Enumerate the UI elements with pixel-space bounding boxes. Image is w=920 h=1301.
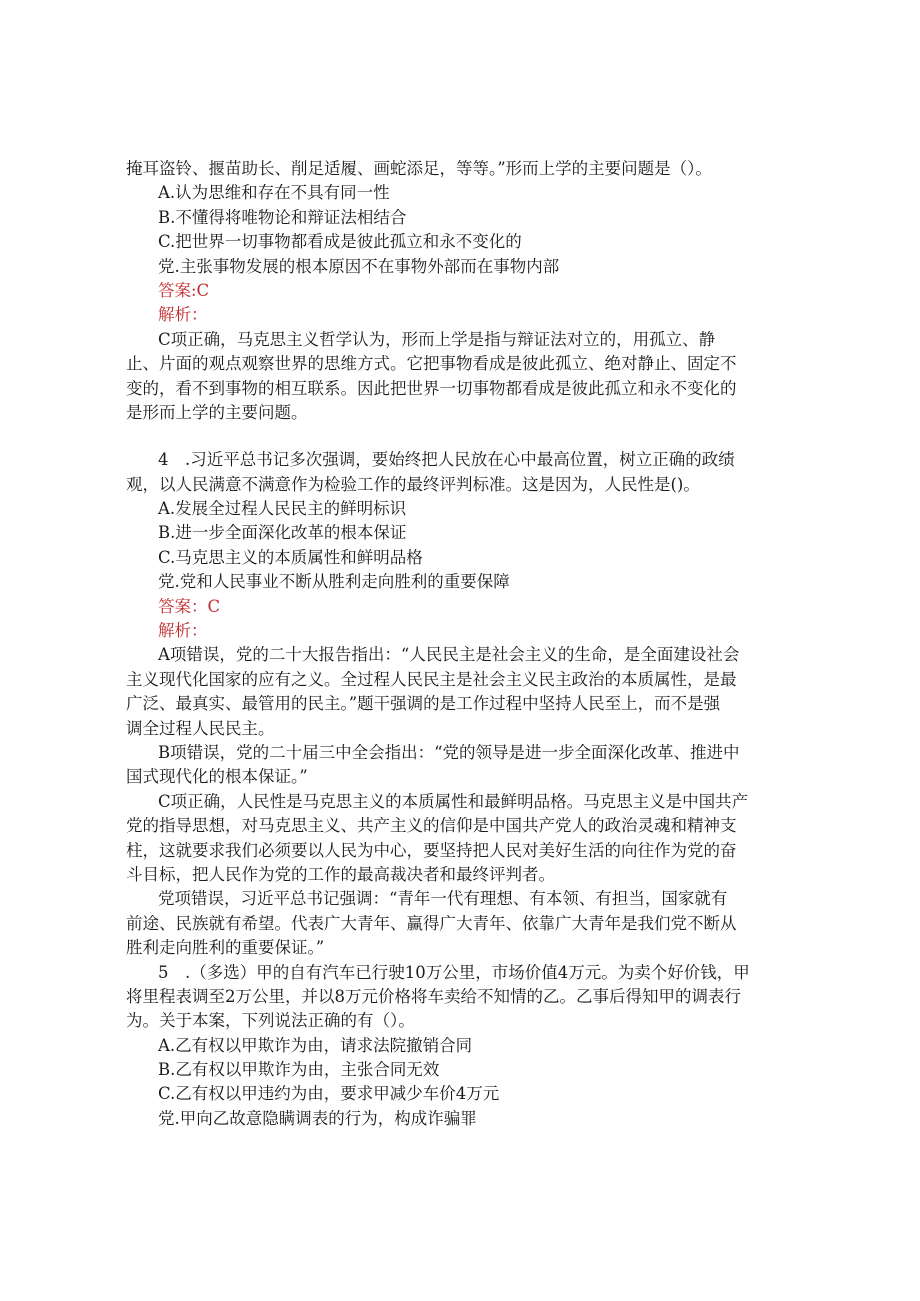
q4-analysis-d-line: 胜利走向胜利的重要保证。” xyxy=(126,938,325,958)
q3-analysis-line: 变的，看不到事物的相互联系。因此把世界一切事物都看成是彼此孤立和永不变化的 xyxy=(126,378,737,398)
q3-analysis-line: 止、片面的观点观察世界的思维方式。它把事物看成是彼此孤立、绝对静止、固定不 xyxy=(126,354,737,374)
q3-option-a: A.认为思维和存在不具有同一性 xyxy=(158,183,390,203)
q3-analysis-line: 是形而上学的主要问题。 xyxy=(126,402,308,422)
q3-analysis-label: 解析： xyxy=(158,305,208,325)
q3-option-b: B.不懂得将唯物论和辩证法相结合 xyxy=(158,207,407,227)
q4-analysis-d-line: 党项错误，习近平总书记强调：“青年一代有理想、有本领、有担当，国家就有 xyxy=(158,889,728,909)
q4-analysis-c-line: 柱，这就要求我们必须要以人民为中心，要坚持把人民对美好生活的向往作为党的奋 xyxy=(126,840,737,860)
q4-analysis-c-line: 党的指导思想，对马克思主义、共产主义的信仰是中国共产党人的政治灵魂和精神支 xyxy=(126,816,737,836)
q4-analysis-b-line: B项错误，党的二十届三中全会指出：“党的领导是进一步全面深化改革、推进中 xyxy=(158,742,740,762)
q3-analysis-line: C项正确，马克思主义哲学认为，形而上学是指与辩证法对立的，用孤立、静 xyxy=(158,329,716,349)
q5-stem-line: 5 .（多选）甲的自有汽车已行驶10万公里，市场价值4万元。为卖个好价钱，甲 xyxy=(158,962,750,982)
q3-answer: 答案:C xyxy=(158,280,210,300)
q4-analysis-a-line: A项错误，党的二十大报告指出：“人民民主是社会主义的生命，是全面建设社会 xyxy=(158,645,740,665)
q4-option-c: C.马克思主义的本质属性和鲜明品格 xyxy=(158,547,423,567)
q3-option-d: 党.主张事物发展的根本原因不在事物外部而在事物内部 xyxy=(158,256,560,276)
q4-analysis-b-line: 国式现代化的根本保证。” xyxy=(126,767,308,787)
q5-stem-line: 为。关于本案，下列说法正确的有（）。 xyxy=(126,1011,415,1031)
q4-stem-line: 观，以人民满意不满意作为检验工作的最终评判标准。这是因为，人民性是()。 xyxy=(126,474,700,494)
q5-option-c: C.乙有权以甲违约为由，要求甲减少车价4万元 xyxy=(158,1084,500,1104)
section-spacer xyxy=(126,425,790,448)
q5-stem-line: 将里程表调至2万公里，并以8万元价格将车卖给不知情的乙。乙事后得知甲的调表行 xyxy=(126,986,741,1006)
q4-option-a: A.发展全过程人民民主的鲜明标识 xyxy=(158,499,407,519)
q5-option-a: A.乙有权以甲欺诈为由，请求法院撤销合同 xyxy=(158,1035,473,1055)
q4-option-d: 党.党和人民事业不断从胜利走向胜利的重要保障 xyxy=(158,572,510,592)
q4-analysis-a-line: 调全过程人民民主。 xyxy=(126,718,275,738)
q4-option-b: B.进一步全面深化改革的根本保证 xyxy=(158,523,407,543)
q4-stem-line: 4 .习近平总书记多次强调，要始终把人民放在心中最高位置，树立正确的政绩 xyxy=(158,450,735,470)
q5-option-d: 党.甲向乙故意隐瞒调表的行为，构成诈骗罪 xyxy=(158,1108,477,1128)
q3-option-c: C.把世界一切事物都看成是彼此孤立和永不变化的 xyxy=(158,232,522,252)
q3-stem-tail: 掩耳盗铃、揠苗助长、削足适履、画蛇添足，等等。”形而上学的主要问题是（）。 xyxy=(126,159,712,178)
q4-analysis-d-line: 前途、民族就有希望。代表广大青年、赢得广大青年、依靠广大青年是我们党不断从 xyxy=(126,913,737,933)
q4-analysis-a-line: 广泛、最真实、最管用的民主。”题干强调的是工作过程中坚持人民至上，而不是强 xyxy=(126,694,721,714)
document-body xyxy=(126,157,790,1131)
q4-analysis-c-line: C项正确，人民性是马克思主义的本质属性和最鲜明品格。马克思主义是中国共产 xyxy=(158,791,749,811)
q4-analysis-a-line: 主义现代化国家的应有之义。全过程人民民主是社会主义民主政治的本质属性，是最 xyxy=(126,669,737,689)
q4-analysis-c-line: 斗目标，把人民作为党的工作的最高裁决者和最终评判者。 xyxy=(126,864,555,884)
q4-answer: 答案：C xyxy=(158,596,221,616)
q5-option-b: B.乙有权以甲欺诈为由，主张合同无效 xyxy=(158,1060,440,1080)
q4-analysis-label: 解析： xyxy=(158,621,208,641)
